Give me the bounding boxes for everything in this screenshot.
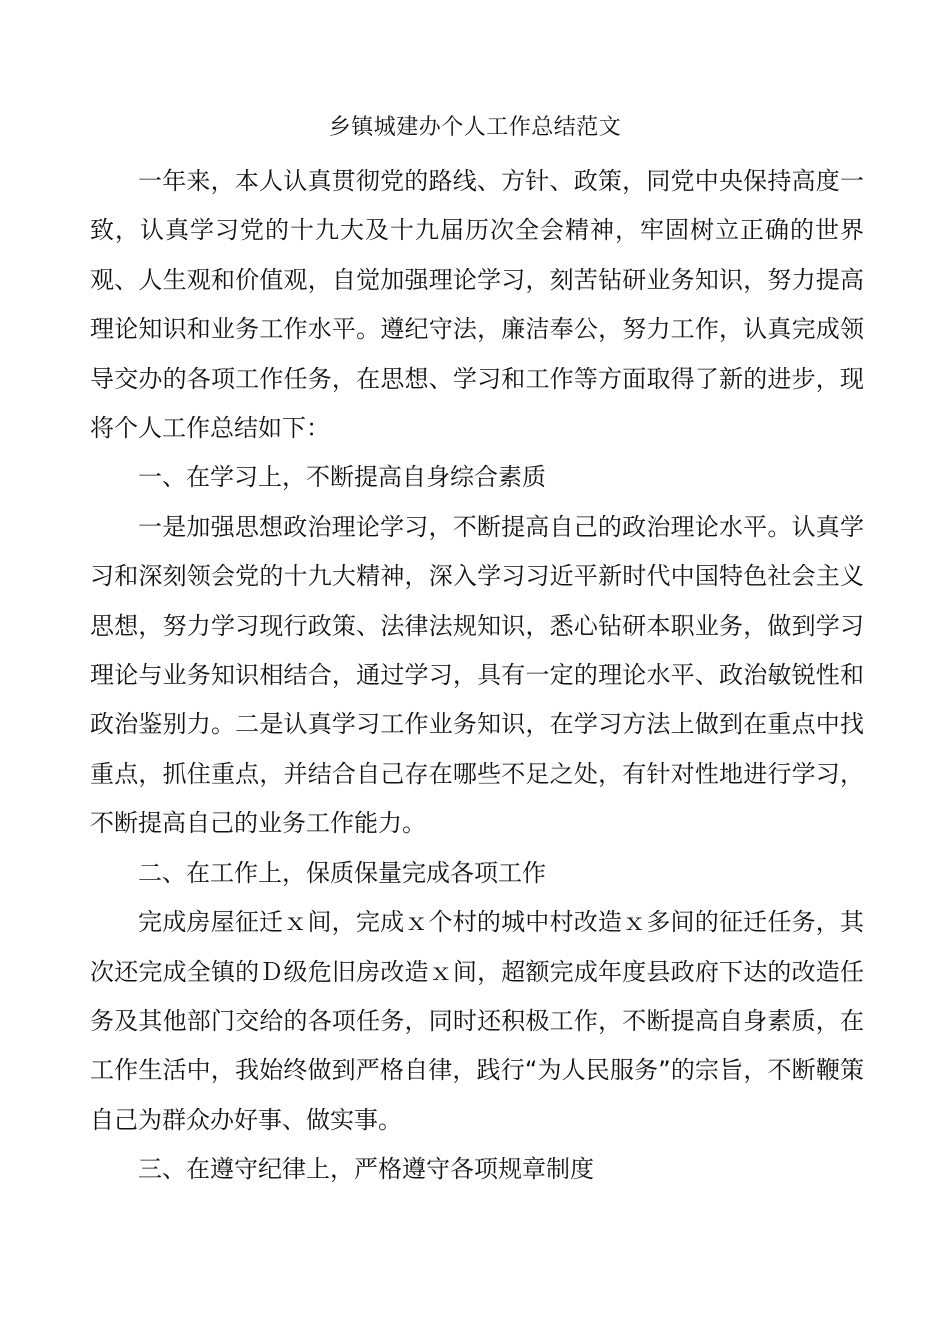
paragraph-study: 一是加强思想政治理论学习，不断提高自己的政治理论水平。认真学习和深刻领会党的十九大精神，深入学习习近平新时代中国特色社会主义思想，努力学习现行政策、法律法规知识，悉心钻研本职业务，做到学习理论与业务知识相结合，通过学习，具有一定的理论水平、政治敏锐性和政治鉴别力。二是认真学习工作业务知识，在学习方法上做到在重点中找重点，抓住重点，并结合自己存在哪些不足之处，有针对性地进行学习，不断提高自己的业务工作能力。 — [90, 512, 864, 838]
document-body — [90, 157, 864, 1195]
section-heading-discipline: 三、在遵守纪律上，严格遵守各项规章制度 — [138, 1155, 594, 1184]
document-title: 乡镇城建办个人工作总结范文 — [328, 115, 622, 140]
paragraph-intro: 一年来，本人认真贯彻党的路线、方针、政策，同党中央保持高度一致，认真学习党的十九大及十九届历次全会精神，牢固树立正确的世界观、人生观和价值观，自觉加强理论学习，刻苦钻研业务知识，努力提高理论知识和业务工作水平。遵纪守法，廉洁奉公，努力工作，认真完成领导交办的各项工作任务，在思想、学习和工作等方面取得了新的进步，现将个人工作总结如下： — [90, 167, 864, 443]
paragraph-work: 完成房屋征迁ｘ间，完成ｘ个村的城中村改造ｘ多间的征迁任务，其次还完成全镇的Ｄ级危旧房改造ｘ间，超额完成年度县政府下达的改造任务及其他部门交给的各项任务，同时还积极工作，不断提高自身素质，在工作生活中，我始终做到严格自律，践行“为人民服务”的宗旨，不断鞭策自己为群众办好事、做实事。 — [90, 908, 864, 1134]
section-heading-study: 一、在学习上，不断提高自身综合素质 — [138, 463, 546, 492]
section-heading-work: 二、在工作上，保质保量完成各项工作 — [138, 858, 546, 887]
